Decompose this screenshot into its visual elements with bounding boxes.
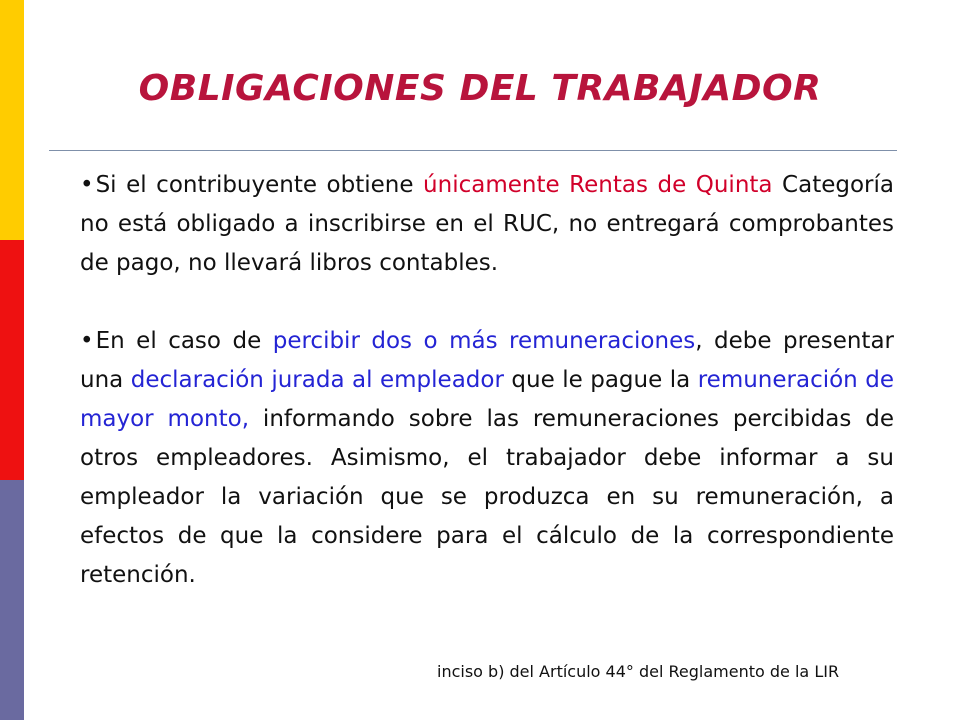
bullet-icon: •	[80, 172, 94, 198]
paragraph-2-highlight-1: percibir dos o más remuneraciones	[272, 328, 696, 354]
paragraph-1-highlight: únicamente Rentas de Quinta	[423, 172, 773, 198]
paragraph-2-highlight-2: declaración jurada al empleador	[130, 367, 504, 393]
paragraph-1-text-end: Categoría no está obligado a inscribirse en el RUC, no entregará comprobantes de pago, no llevará libros contables.	[80, 172, 894, 276]
accent-band-red	[0, 240, 24, 480]
slide-body	[80, 166, 894, 595]
bullet-icon: •	[80, 328, 94, 354]
legal-reference-footnote: inciso b) del Artículo 44° del Reglamento de la LIR	[437, 662, 840, 681]
paragraph-2-highlight-3: remuneración de mayor monto,	[80, 367, 894, 432]
bullet-paragraph-2	[80, 322, 894, 595]
title-divider	[49, 150, 897, 151]
paragraph-2-text-3: que le pague la	[503, 367, 698, 393]
paragraph-2-text-4: informando sobre las remuneraciones percibidas de otros empleadores. Asimismo, el trabajador debe informar a su empleador la variación que se produzca en su remuneración, a efectos de que la considere para el cálculo de la correspondiente retención.	[80, 406, 895, 588]
slide-title: OBLIGACIONES DEL TRABAJADOR	[138, 68, 822, 109]
accent-band-yellow	[0, 0, 24, 240]
paragraph-2-text-2: , debe presentar una	[80, 328, 894, 393]
accent-band-blue	[0, 480, 24, 720]
paragraph-1-text: Si el contribuyente obtiene	[95, 172, 424, 198]
paragraph-2-text: En el caso de	[95, 328, 273, 354]
bullet-paragraph-1	[80, 166, 894, 283]
